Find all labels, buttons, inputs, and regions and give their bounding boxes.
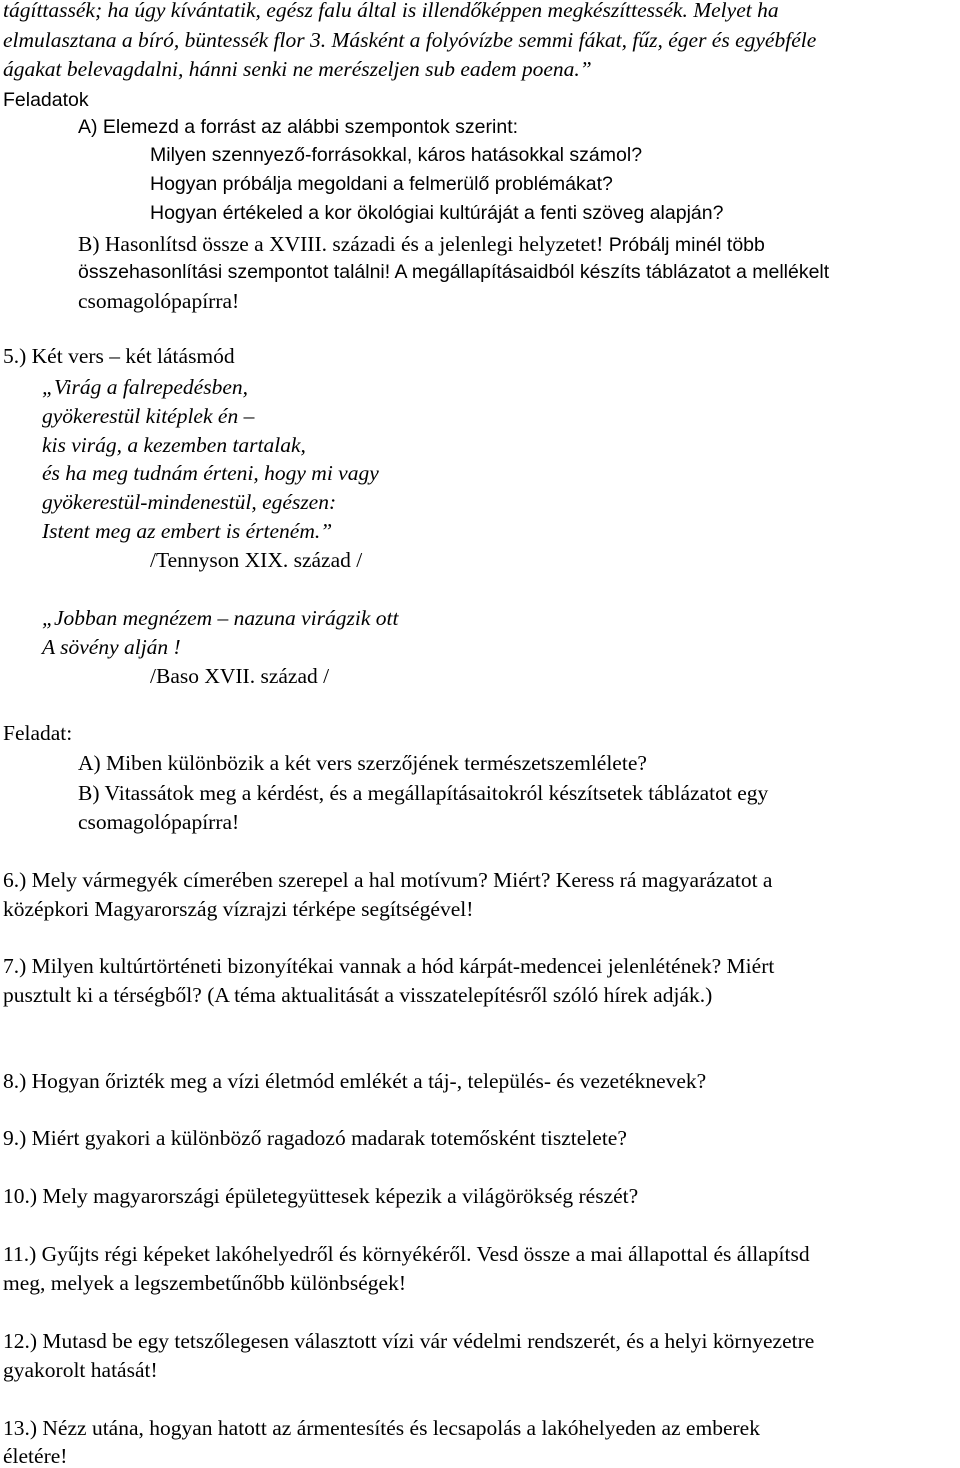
section-5-task-b: B) Vitassátok meg a kérdést, és a megállapításaitokról készítsetek táblázatot egy: [78, 781, 769, 805]
question-11: 11.) Gyűjts régi képeket lakóhelyedről és környékéről. Vesd össze a mai állapottal és állapítsd: [3, 1242, 810, 1266]
question-8: 8.) Hogyan őrizték meg a vízi életmód emlékét a táj-, település- és vezetéknevek?: [3, 1069, 707, 1093]
intro-line: tágíttassék; ha úgy kívántatik, egész falu által is illendőképpen megkészíttessék. Melyet ha: [3, 0, 779, 22]
question-6: 6.) Mely vármegyék címerében szerepel a hal motívum? Miért? Keress rá magyarázatot a: [3, 868, 773, 892]
poem2-line: „Jobban megnézem – nazuna virágzik ott: [42, 606, 399, 630]
poem1-line: kis virág, a kezemben tartalak,: [42, 433, 306, 457]
question-7-cont: pusztult ki a térségből? (A téma aktualitását a visszatelepítésről szóló hírek adják.): [3, 983, 713, 1007]
poem2-line: A sövény alján !: [42, 635, 181, 659]
sub-question: Milyen szennyező-forrásokkal, káros hatásokkal számol?: [150, 144, 643, 166]
question-7: 7.) Milyen kultúrtörténeti bizonyítékai vannak a hód kárpát-medencei jelenlétének? Miért: [3, 954, 775, 978]
tasks-heading: Feladatok: [3, 89, 89, 111]
question-13-cont: életére!: [3, 1444, 68, 1468]
question-6-cont: középkori Magyarország vízrajzi térképe segítségével!: [3, 897, 474, 921]
poem2-credit: /Baso XVII. század /: [150, 664, 330, 688]
task-b-part2: Próbálj minél több: [608, 234, 765, 256]
sub-question: Hogyan értékeled a kor ökológiai kultúráját a fenti szöveg alapján?: [150, 202, 724, 224]
intro-line: ágakat belevagdalni, hánni senki ne merészeljen sub eadem poena.”: [3, 57, 592, 81]
sub-question: Hogyan próbálja megoldani a felmerülő problémákat?: [150, 173, 613, 195]
task-b: [78, 234, 765, 256]
task-b-part1: B) Hasonlítsd össze a XVIII. századi és a jelenlegi helyzetet!: [78, 232, 604, 256]
intro-line: elmulasztana a bíró, büntessék flor 3. Másként a folyóvízbe semmi fákat, fűz, éger és egyébféle: [3, 28, 817, 52]
section-5-task-b-cont: csomagolópapírra!: [78, 810, 240, 834]
section-5-title: 5.) Két vers – két látásmód: [3, 344, 235, 368]
poem1-line: „Virág a falrepedésben,: [42, 375, 249, 399]
poem1-line: Istent meg az embert is érteném.”: [42, 519, 333, 543]
question-11-cont: meg, melyek a legszembetűnőbb különbségek!: [3, 1271, 407, 1295]
poem1-line: és ha meg tudnám érteni, hogy mi vagy: [42, 461, 379, 485]
task-b-line2: összehasonlítási szempontot találni! A megállapításaidból készíts táblázatot a mellékelt: [78, 261, 830, 283]
question-9: 9.) Miért gyakori a különböző ragadozó madarak totemősként tisztelete?: [3, 1126, 627, 1150]
question-12-cont: gyakorolt hatását!: [3, 1358, 158, 1382]
question-12: 12.) Mutasd be egy tetszőlegesen választott vízi vár védelmi rendszerét, és a helyi környezetre: [3, 1329, 815, 1353]
poem1-credit: /Tennyson XIX. század /: [150, 548, 363, 572]
question-13: 13.) Nézz utána, hogyan hatott az ármentesítés és lecsapolás a lakóhelyeden az emberek: [3, 1416, 760, 1440]
task-b-line3: csomagolópapírra!: [78, 289, 240, 313]
section-5-task-a: A) Miben különbözik a két vers szerzőjének természetszemlélete?: [78, 751, 647, 775]
poem1-line: gyökerestül kitéplek én –: [42, 404, 255, 428]
section-5-task-heading: Feladat:: [3, 721, 73, 745]
question-10: 10.) Mely magyarországi épületegyüttesek képezik a világörökség részét?: [3, 1184, 639, 1208]
task-a: A) Elemezd a forrást az alábbi szempontok szerint:: [78, 116, 519, 138]
poem1-line: gyökerestül-mindenestül, egészen:: [42, 490, 337, 514]
